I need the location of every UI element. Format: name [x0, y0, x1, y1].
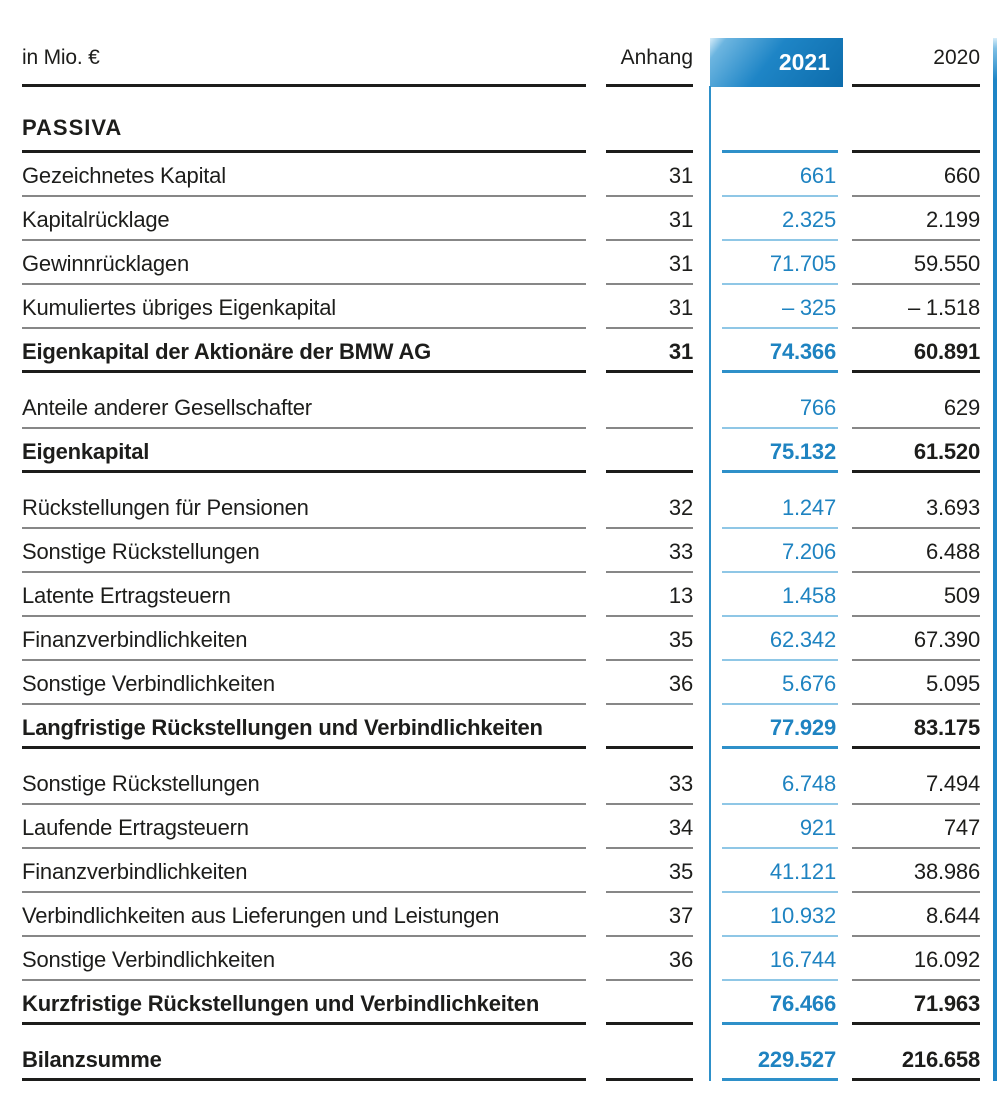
row-label: Verbindlichkeiten aus Lieferungen und Leistungen: [22, 903, 500, 928]
row-label: Gezeichnetes Kapital: [22, 163, 226, 188]
row-note-number: 31: [668, 339, 693, 364]
table-header: [0, 0, 1000, 87]
section-passiva: [0, 87, 1000, 153]
row-value-2020: 660: [943, 163, 980, 188]
section-gap: [0, 373, 1000, 385]
row-rule-anhang: [606, 1078, 693, 1081]
row-value-2021: 921: [799, 815, 836, 840]
row-value-2020: 38.986: [913, 859, 980, 884]
table-row: [0, 805, 1000, 849]
row-rule-label: [22, 746, 586, 749]
row-label: Bilanzsumme: [22, 1047, 162, 1072]
row-label: Sonstige Rückstellungen: [22, 771, 260, 796]
row-rule-anhang: [606, 746, 693, 749]
row-label: Gewinnrücklagen: [22, 251, 189, 276]
row-rule-2021: [722, 1022, 838, 1025]
row-value-2021: 76.466: [769, 991, 836, 1016]
row-note-number: 31: [668, 295, 693, 320]
row-value-2021: 77.929: [769, 715, 836, 740]
section-gap: [0, 473, 1000, 485]
row-value-2020: 16.092: [913, 947, 980, 972]
row-note-number: 36: [668, 947, 693, 972]
table-row: [0, 197, 1000, 241]
row-rule-2020: [852, 470, 980, 473]
section-title: PASSIVA: [22, 115, 123, 140]
row-value-2020: 5.095: [925, 671, 980, 696]
table-row: [0, 285, 1000, 329]
row-value-2021: 2.325: [781, 207, 836, 232]
row-value-2021: 75.132: [769, 439, 836, 464]
row-value-2020: 8.644: [925, 903, 980, 928]
row-label: Sonstige Verbindlichkeiten: [22, 947, 275, 972]
row-value-2021: 41.121: [769, 859, 836, 884]
table-rows: [0, 153, 1000, 1081]
row-label: Rückstellungen für Pensionen: [22, 495, 309, 520]
row-label: Eigenkapital der Aktionäre der BMW AG: [22, 339, 432, 364]
row-label: Kumuliertes übriges Eigenkapital: [22, 295, 336, 320]
section-gap: [0, 1025, 1000, 1037]
row-value-2020: 71.963: [913, 991, 980, 1016]
table-row: [0, 241, 1000, 285]
row-note-number: 33: [668, 771, 693, 796]
table-row: [0, 485, 1000, 529]
row-value-2021: 661: [799, 163, 836, 188]
row-value-2021: 71.705: [769, 251, 836, 276]
unit-label: in Mio. €: [22, 46, 100, 69]
row-value-2020: – 1.518: [907, 295, 980, 320]
row-rule-label: [22, 370, 586, 373]
table-row: [0, 429, 1000, 473]
column-2021-left-border: [709, 86, 711, 1081]
table-row: [0, 849, 1000, 893]
row-value-2020: 747: [943, 815, 980, 840]
row-note-number: 35: [668, 859, 693, 884]
row-note-number: 31: [668, 207, 693, 232]
row-value-2020: 509: [943, 583, 980, 608]
row-value-2020: 60.891: [913, 339, 980, 364]
row-value-2021: 1.247: [781, 495, 836, 520]
row-rule-label: [22, 470, 586, 473]
row-value-2020: 67.390: [913, 627, 980, 652]
table-row: [0, 385, 1000, 429]
section-gap: [0, 749, 1000, 761]
row-label: Sonstige Verbindlichkeiten: [22, 671, 275, 696]
row-value-2020: 61.520: [913, 439, 980, 464]
table-row: [0, 1037, 1000, 1081]
row-value-2021: 74.366: [769, 339, 836, 364]
row-value-2020: 83.175: [913, 715, 980, 740]
row-value-2021: – 325: [781, 295, 836, 320]
row-label: Kurzfristige Rückstellungen und Verbindlichkeiten: [22, 991, 540, 1016]
row-value-2021: 5.676: [781, 671, 836, 696]
row-note-number: 31: [668, 251, 693, 276]
column-header-anhang: Anhang: [620, 46, 693, 69]
table-row: [0, 893, 1000, 937]
row-rule-2021: [722, 370, 838, 373]
row-rule-anhang: [606, 470, 693, 473]
row-label: Finanzverbindlichkeiten: [22, 627, 248, 652]
row-value-2021: 16.744: [769, 947, 836, 972]
table-row: [0, 529, 1000, 573]
column-header-2021: 2021: [778, 49, 830, 75]
row-label: Kapitalrücklage: [22, 207, 170, 232]
row-note-number: 36: [668, 671, 693, 696]
row-value-2021: 1.458: [781, 583, 836, 608]
row-rule-2020: [852, 370, 980, 373]
row-label: Langfristige Rückstellungen und Verbindlichkeiten: [22, 715, 543, 740]
row-value-2021: 766: [799, 395, 836, 420]
table-row: [0, 617, 1000, 661]
table-row: [0, 153, 1000, 197]
row-value-2021: 6.748: [781, 771, 836, 796]
row-value-2021: 10.932: [769, 903, 836, 928]
facing-page-column-edge-stripe: [993, 38, 997, 1081]
table-row: [0, 937, 1000, 981]
row-rule-label: [22, 1078, 586, 1081]
row-note-number: 13: [668, 583, 693, 608]
row-rule-2021: [722, 1078, 838, 1081]
row-note-number: 35: [668, 627, 693, 652]
row-note-number: 31: [668, 163, 693, 188]
row-value-2020: 59.550: [913, 251, 980, 276]
table-row: [0, 661, 1000, 705]
row-value-2020: 3.693: [925, 495, 980, 520]
row-rule-2020: [852, 1078, 980, 1081]
row-label: Sonstige Rückstellungen: [22, 539, 260, 564]
row-rule-label: [22, 1022, 586, 1025]
column-header-2020: 2020: [933, 46, 980, 69]
table-row: [0, 705, 1000, 749]
row-rule-anhang: [606, 370, 693, 373]
row-rule-2020: [852, 746, 980, 749]
table-row: [0, 329, 1000, 373]
row-note-number: 37: [668, 903, 693, 928]
row-value-2020: 7.494: [925, 771, 980, 796]
row-value-2021: 7.206: [781, 539, 836, 564]
row-label: Eigenkapital: [22, 439, 150, 464]
row-label: Latente Ertragsteuern: [22, 583, 231, 608]
row-note-number: 33: [668, 539, 693, 564]
row-rule-2021: [722, 746, 838, 749]
table-row: [0, 573, 1000, 617]
row-note-number: 32: [668, 495, 693, 520]
row-value-2021: 229.527: [757, 1047, 836, 1072]
row-label: Anteile anderer Gesellschafter: [22, 395, 312, 420]
table-row: [0, 981, 1000, 1025]
row-rule-anhang: [606, 1022, 693, 1025]
row-value-2020: 216.658: [901, 1047, 980, 1072]
row-value-2020: 2.199: [925, 207, 980, 232]
table-row: [0, 761, 1000, 805]
row-rule-2020: [852, 1022, 980, 1025]
row-note-number: 34: [668, 815, 693, 840]
row-value-2020: 629: [943, 395, 980, 420]
column-header-2021-highlight-box: [710, 38, 843, 87]
row-value-2020: 6.488: [925, 539, 980, 564]
row-rule-2021: [722, 470, 838, 473]
row-label: Laufende Ertragsteuern: [22, 815, 249, 840]
row-label: Finanzverbindlichkeiten: [22, 859, 248, 884]
row-value-2021: 62.342: [769, 627, 836, 652]
